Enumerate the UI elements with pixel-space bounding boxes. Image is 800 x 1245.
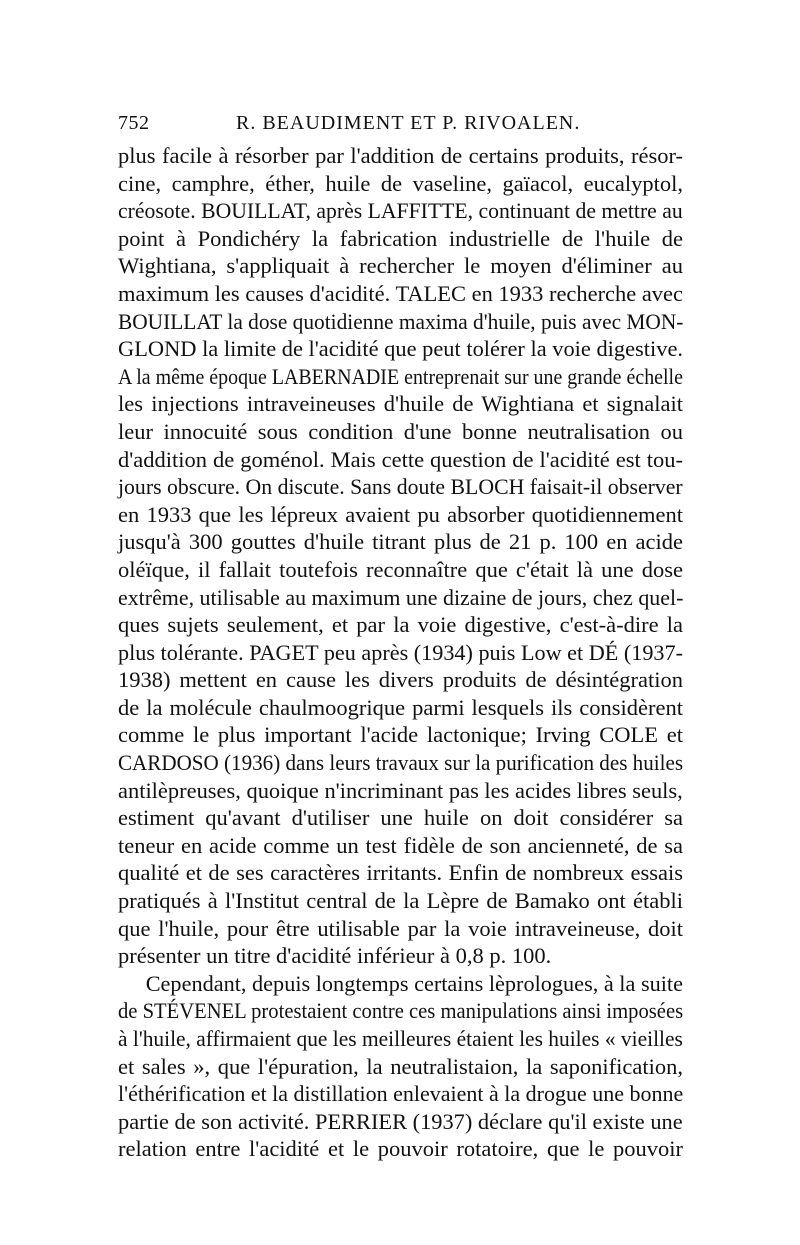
text-line: teneur en acide comme un test fidèle de son ancienneté, de sa (118, 832, 683, 858)
text-line: les injections intraveineuses d'huile de Wightiana et signalait (118, 391, 683, 417)
text-line: jours obscure. On discute. Sans doute BLOCH faisait-il observer (118, 474, 683, 500)
text-line: estiment qu'avant d'utiliser une huile on doit considérer sa (118, 805, 683, 831)
text-line: leur innocuité sous condition d'une bonne neutralisation ou (118, 418, 683, 444)
running-header (118, 112, 683, 142)
text-line: de la molécule chaulmoogrique parmi lesquels ils considèrent (118, 694, 683, 720)
text-line: antilèpreuses, quoique n'incriminant pas les acides libres seuls, (118, 777, 683, 803)
text-line: GLOND la limite de l'acidité que peut tolérer la voie digestive. (118, 336, 684, 362)
text-line: CARDOSO (1936) dans leurs travaux sur la purification des huiles (118, 750, 684, 776)
page-number: 752 (118, 112, 150, 134)
text-line: à l'huile, affirmaient que les meilleures étaient les huiles « vieilles (118, 1026, 683, 1051)
text-line: de STÉVENEL protestaient contre ces manipulations ainsi imposées (118, 998, 684, 1024)
text-line: ques sujets seulement, et par la voie digestive, c'est-à-dire la (118, 612, 683, 638)
text-line: en 1933 que les lépreux avaient pu absorber quotidiennement (118, 501, 683, 527)
running-title: R. BEAUDIMENT ET P. RIVOALEN. (236, 112, 581, 134)
text-line: oléïque, il fallait toutefois reconnaître que c'était là une dose (118, 556, 683, 582)
text-line: 1938) mettent en cause les divers produits de désintégration (118, 667, 683, 693)
paragraph-2 (118, 970, 683, 1163)
text-line: pratiqués à l'Institut central de la Lèpre de Bamako ont établi (118, 888, 683, 914)
text-line: plus tolérante. PAGET peu après (1934) puis Low et DÉ (1937- (118, 639, 684, 665)
text-line: point à Pondichéry la fabrication industrielle de l'huile de (118, 225, 683, 251)
text-line: et sales », que l'épuration, la neutralistaion, la saponification, (118, 1053, 683, 1079)
text-line: qualité et de ses caractères irritants. Enfin de nombreux essais (118, 860, 683, 886)
text-line: partie de son activité. PERRIER (1937) déclare qu'il existe une (118, 1108, 683, 1134)
text-line: d'addition de goménol. Mais cette question de l'acidité est tou- (118, 446, 683, 472)
text-line: extrême, utilisable au maximum une dizaine de jours, chez quel- (118, 584, 684, 610)
text-line: A la même époque LABERNADIE entreprenait sur une grande échelle (118, 363, 683, 389)
text-line: maximum les causes d'acidité. TALEC en 1933 recherche avec (118, 280, 683, 306)
text-line: plus facile à résorber par l'addition de certains produits, résor- (118, 143, 683, 168)
text-line: Cependant, depuis longtemps certains lèprologues, à la suite (145, 970, 684, 996)
text-line: comme le plus important l'acide lactonique; Irving COLE et (118, 722, 683, 748)
text-line: relation entre l'acidité et le pouvoir rotatoire, que le pouvoir (118, 1136, 683, 1162)
text-line: jusqu'à 300 gouttes d'huile titrant plus de 21 p. 100 en acide (118, 529, 683, 555)
document-page (118, 112, 683, 1163)
text-line: BOUILLAT la dose quotidienne maxima d'huile, puis avec MON- (118, 308, 684, 334)
text-line: présenter un titre d'acidité inférieur à 0,8 p. 100. (118, 943, 552, 969)
text-line: Wightiana, s'appliquait à rechercher le moyen d'éliminer au (118, 253, 683, 279)
text-line: l'éthérification et la distillation enlevaient à la drogue une bonne (118, 1081, 684, 1107)
body-text (118, 142, 683, 1163)
text-line: que l'huile, pour être utilisable par la voie intraveineuse, doit (118, 915, 683, 941)
paragraph-1 (118, 142, 683, 970)
text-line: créosote. BOUILLAT, après LAFFITTE, continuant de mettre au (118, 198, 683, 224)
text-line: cine, camphre, éther, huile de vaseline, gaïacol, eucalyptol, (118, 170, 683, 196)
